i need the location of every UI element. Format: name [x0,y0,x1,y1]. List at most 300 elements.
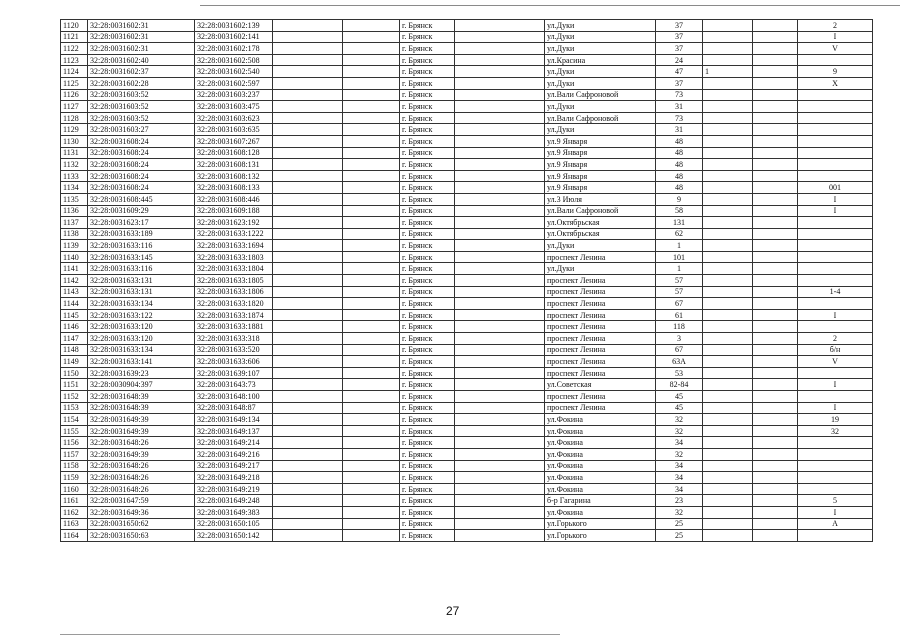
cell-empty [343,240,400,252]
cell-premise: I [798,31,873,43]
cell-empty [273,286,343,298]
cell-house: 73 [656,112,703,124]
cell-extra-2 [753,506,798,518]
cell-extra-2 [753,425,798,437]
cell-empty [273,518,343,530]
cell-empty [455,356,545,368]
cell-empty [343,43,400,55]
cell-empty [343,31,400,43]
cell-cadastral-parcel: 32:28:0031633:116 [88,240,195,252]
cell-house: 47 [656,66,703,78]
cell-street: ул.Вали Сафроновой [545,89,656,101]
cell-city: г. Брянск [400,66,455,78]
cell-city: г. Брянск [400,54,455,66]
cell-city: г. Брянск [400,530,455,542]
cell-empty [343,448,400,460]
cell-extra-1 [703,506,753,518]
cell-empty [455,425,545,437]
cell-empty [343,251,400,263]
cell-extra-2 [753,101,798,113]
cell-extra-1 [703,170,753,182]
cell-extra-1 [703,448,753,460]
cell-empty [343,472,400,484]
table-row [61,518,873,530]
cell-row-number: 1156 [61,437,88,449]
cell-cadastral-parcel: 32:28:0031649:39 [88,414,195,426]
cell-extra-1 [703,391,753,403]
cell-street: ул.Фокина [545,425,656,437]
cell-empty [343,518,400,530]
cell-empty [273,228,343,240]
cell-empty [273,263,343,275]
cell-house: 67 [656,344,703,356]
cell-extra-2 [753,112,798,124]
cell-street: ул.9 Января [545,182,656,194]
register-table-container [60,19,872,542]
cell-empty [343,437,400,449]
table-row [61,124,873,136]
table-row [61,483,873,495]
cell-empty [343,124,400,136]
cell-empty [343,356,400,368]
cell-extra-2 [753,251,798,263]
cell-house: 62 [656,228,703,240]
cell-premise [798,89,873,101]
cell-empty [455,530,545,542]
cell-cadastral-parcel: 32:28:0031603:27 [88,124,195,136]
cell-house: 45 [656,402,703,414]
cell-row-number: 1161 [61,495,88,507]
cell-extra-2 [753,135,798,147]
cell-empty [343,193,400,205]
top-scan-line [200,5,900,6]
cell-empty [455,344,545,356]
table-row [61,251,873,263]
cell-empty [455,182,545,194]
cell-cadastral-object: 32:28:0031633:520 [195,344,273,356]
cell-house: 32 [656,425,703,437]
cell-empty [273,472,343,484]
cell-city: г. Брянск [400,135,455,147]
cell-street: проспект Ленина [545,321,656,333]
cell-cadastral-object: 32:28:0031633:1874 [195,309,273,321]
cell-city: г. Брянск [400,170,455,182]
cell-cadastral-object: 32:28:0031643:73 [195,379,273,391]
cell-street: проспект Ленина [545,333,656,345]
cell-extra-1 [703,402,753,414]
cell-extra-1 [703,460,753,472]
cell-extra-1 [703,530,753,542]
cell-city: г. Брянск [400,77,455,89]
cell-row-number: 1121 [61,31,88,43]
cell-premise [798,135,873,147]
cell-city: г. Брянск [400,472,455,484]
cell-extra-1 [703,89,753,101]
cell-cadastral-object: 32:28:0031649:214 [195,437,273,449]
cell-row-number: 1135 [61,193,88,205]
cell-street: ул.Дуки [545,77,656,89]
cell-empty [455,101,545,113]
cell-premise: А [798,518,873,530]
cell-cadastral-object: 32:28:0031602:178 [195,43,273,55]
cell-empty [343,89,400,101]
cell-city: г. Брянск [400,333,455,345]
cell-cadastral-parcel: 32:28:0031633:131 [88,275,195,287]
cell-empty [273,448,343,460]
cell-empty [455,275,545,287]
cell-premise [798,321,873,333]
cell-street: проспект Ленина [545,251,656,263]
cell-empty [343,77,400,89]
cell-extra-2 [753,217,798,229]
cell-premise [798,530,873,542]
cell-empty [343,530,400,542]
cell-extra-1 [703,159,753,171]
table-row [61,193,873,205]
cell-empty [343,506,400,518]
cell-empty [343,54,400,66]
cell-city: г. Брянск [400,460,455,472]
cell-street: ул.9 Января [545,147,656,159]
bottom-scan-line [60,634,560,635]
table-row [61,460,873,472]
cell-street: проспект Ленина [545,402,656,414]
cell-extra-2 [753,518,798,530]
cell-cadastral-object: 32:28:0031602:540 [195,66,273,78]
cell-house: 82-84 [656,379,703,391]
cell-cadastral-parcel: 32:28:0031649:36 [88,506,195,518]
cell-extra-1 [703,275,753,287]
cell-street: ул.Дуки [545,43,656,55]
table-row [61,228,873,240]
cell-empty [343,333,400,345]
cell-row-number: 1144 [61,298,88,310]
cell-empty [273,344,343,356]
cell-city: г. Брянск [400,263,455,275]
cell-cadastral-object: 32:28:0031633:1803 [195,251,273,263]
cell-empty [343,101,400,113]
cell-premise [798,298,873,310]
cell-city: г. Брянск [400,309,455,321]
cell-cadastral-object: 32:28:0031639:107 [195,367,273,379]
cell-city: г. Брянск [400,321,455,333]
cell-extra-1 [703,251,753,263]
cell-city: г. Брянск [400,275,455,287]
cell-house: 23 [656,495,703,507]
cell-house: 25 [656,518,703,530]
cell-empty [455,518,545,530]
cell-extra-1 [703,101,753,113]
cell-street: б-р Гагарина [545,495,656,507]
cell-cadastral-object: 32:28:0031633:606 [195,356,273,368]
cell-cadastral-parcel: 32:28:0031648:26 [88,472,195,484]
cell-empty [343,205,400,217]
cell-premise: 2 [798,333,873,345]
cell-street: проспект Ленина [545,309,656,321]
cell-cadastral-object: 32:28:0031602:597 [195,77,273,89]
cell-cadastral-object: 32:28:0031649:383 [195,506,273,518]
cell-empty [343,321,400,333]
cell-empty [455,483,545,495]
cell-house: 31 [656,101,703,113]
cell-empty [455,205,545,217]
cell-extra-1 [703,205,753,217]
table-row [61,31,873,43]
cell-empty [343,182,400,194]
cell-house: 34 [656,460,703,472]
cell-house: 67 [656,298,703,310]
table-row [61,333,873,345]
cell-extra-2 [753,20,798,32]
cell-premise [798,460,873,472]
cell-cadastral-object: 32:28:0031608:132 [195,170,273,182]
cell-premise: 19 [798,414,873,426]
cell-city: г. Брянск [400,448,455,460]
cell-premise [798,217,873,229]
cell-cadastral-parcel: 32:28:0031602:31 [88,43,195,55]
cell-empty [343,344,400,356]
cell-empty [455,43,545,55]
table-row [61,495,873,507]
cell-street: проспект Ленина [545,298,656,310]
cell-cadastral-object: 32:28:0031633:318 [195,333,273,345]
cell-empty [455,402,545,414]
cell-empty [455,217,545,229]
cell-city: г. Брянск [400,379,455,391]
cell-row-number: 1122 [61,43,88,55]
cell-empty [273,20,343,32]
cell-city: г. Брянск [400,298,455,310]
table-row [61,54,873,66]
cell-empty [343,414,400,426]
cell-extra-1 [703,344,753,356]
cell-cadastral-parcel: 32:28:0031608:445 [88,193,195,205]
cell-row-number: 1148 [61,344,88,356]
cell-cadastral-parcel: 32:28:0031639:23 [88,367,195,379]
cell-extra-2 [753,344,798,356]
table-row [61,321,873,333]
cell-extra-1 [703,425,753,437]
cell-premise [798,170,873,182]
cell-cadastral-object: 32:28:0031602:508 [195,54,273,66]
cell-cadastral-object: 32:28:0031649:248 [195,495,273,507]
cell-cadastral-parcel: 32:28:0031633:120 [88,321,195,333]
cell-extra-1 [703,135,753,147]
cell-premise: I [798,193,873,205]
cell-house: 3 [656,333,703,345]
cell-extra-1 [703,298,753,310]
cell-extra-1 [703,309,753,321]
cell-empty [273,495,343,507]
cell-extra-2 [753,240,798,252]
cell-empty [273,101,343,113]
table-row [61,182,873,194]
cell-extra-1 [703,31,753,43]
cell-cadastral-parcel: 32:28:0031633:116 [88,263,195,275]
cell-cadastral-object: 32:28:0031623:192 [195,217,273,229]
cell-empty [343,495,400,507]
cell-row-number: 1125 [61,77,88,89]
cell-extra-2 [753,66,798,78]
cell-empty [273,77,343,89]
page-number: 27 [446,604,460,618]
table-row [61,240,873,252]
cell-house: 32 [656,506,703,518]
cell-cadastral-parcel: 32:28:0031608:24 [88,159,195,171]
cell-street: ул.Фокина [545,448,656,460]
cell-row-number: 1163 [61,518,88,530]
cell-extra-2 [753,193,798,205]
cell-empty [343,135,400,147]
cell-empty [455,472,545,484]
cell-empty [455,147,545,159]
cell-row-number: 1160 [61,483,88,495]
cell-city: г. Брянск [400,43,455,55]
cell-house: 48 [656,170,703,182]
cell-extra-1 [703,495,753,507]
table-row [61,367,873,379]
cell-house: 25 [656,530,703,542]
cell-empty [455,135,545,147]
cell-empty [273,530,343,542]
cell-extra-2 [753,402,798,414]
cell-empty [455,54,545,66]
table-row [61,379,873,391]
cell-cadastral-object: 32:28:0031608:133 [195,182,273,194]
table-row [61,425,873,437]
cell-empty [455,321,545,333]
cell-row-number: 1146 [61,321,88,333]
cell-extra-1 [703,77,753,89]
table-row [61,263,873,275]
cell-extra-1 [703,147,753,159]
cell-premise: X [798,77,873,89]
cell-house: 32 [656,448,703,460]
cell-house: 63А [656,356,703,368]
cell-city: г. Брянск [400,217,455,229]
cell-empty [455,333,545,345]
table-row [61,448,873,460]
cell-empty [273,298,343,310]
cell-city: г. Брянск [400,402,455,414]
table-row [61,20,873,32]
cell-extra-1 [703,20,753,32]
table-row [61,217,873,229]
cell-row-number: 1136 [61,205,88,217]
cell-empty [455,495,545,507]
cell-premise [798,147,873,159]
cell-empty [273,112,343,124]
cell-street: ул.9 Января [545,135,656,147]
cell-empty [455,391,545,403]
cell-extra-2 [753,321,798,333]
cell-city: г. Брянск [400,112,455,124]
cell-empty [273,240,343,252]
cell-street: ул.Фокина [545,437,656,449]
table-row [61,159,873,171]
cell-premise: 5 [798,495,873,507]
cell-empty [455,228,545,240]
cell-row-number: 1137 [61,217,88,229]
cell-cadastral-object: 32:28:0031648:87 [195,402,273,414]
cell-empty [273,43,343,55]
cell-cadastral-object: 32:28:0031608:446 [195,193,273,205]
cell-extra-2 [753,170,798,182]
cell-row-number: 1133 [61,170,88,182]
cell-cadastral-parcel: 32:28:0031602:28 [88,77,195,89]
cell-empty [455,251,545,263]
cell-city: г. Брянск [400,391,455,403]
cell-street: ул.Горького [545,530,656,542]
cell-empty [343,460,400,472]
cell-extra-2 [753,89,798,101]
cell-house: 37 [656,20,703,32]
cell-house: 48 [656,147,703,159]
cell-city: г. Брянск [400,437,455,449]
cell-extra-2 [753,43,798,55]
cell-cadastral-parcel: 32:28:0031603:52 [88,89,195,101]
cell-extra-1 [703,414,753,426]
cell-cadastral-parcel: 32:28:0031648:39 [88,391,195,403]
cell-city: г. Брянск [400,182,455,194]
cell-row-number: 1149 [61,356,88,368]
cell-row-number: 1139 [61,240,88,252]
cell-house: 57 [656,275,703,287]
cell-extra-1: 1 [703,66,753,78]
cell-cadastral-parcel: 32:28:0031609:29 [88,205,195,217]
cell-empty [273,425,343,437]
cell-premise: 9 [798,66,873,78]
cell-empty [455,414,545,426]
table-row [61,356,873,368]
cell-cadastral-object: 32:28:0031648:100 [195,391,273,403]
cell-premise: б/н [798,344,873,356]
table-row [61,170,873,182]
cell-city: г. Брянск [400,228,455,240]
cell-row-number: 1120 [61,20,88,32]
cell-empty [343,228,400,240]
cell-cadastral-object: 32:28:0031609:188 [195,205,273,217]
cell-row-number: 1164 [61,530,88,542]
cell-extra-2 [753,309,798,321]
cell-empty [343,170,400,182]
cell-street: проспект Ленина [545,367,656,379]
cell-extra-2 [753,228,798,240]
cell-house: 37 [656,43,703,55]
cell-street: ул.Фокина [545,506,656,518]
cell-cadastral-object: 32:28:0031607:267 [195,135,273,147]
cell-empty [455,20,545,32]
cell-empty [343,391,400,403]
cell-house: 101 [656,251,703,263]
cell-cadastral-parcel: 32:28:0031633:141 [88,356,195,368]
cell-cadastral-parcel: 32:28:0031633:145 [88,251,195,263]
cell-cadastral-parcel: 32:28:0031649:39 [88,425,195,437]
cell-empty [343,309,400,321]
cell-city: г. Брянск [400,205,455,217]
cell-empty [343,286,400,298]
cell-extra-2 [753,437,798,449]
cell-street: ул.Дуки [545,263,656,275]
cell-city: г. Брянск [400,506,455,518]
cell-premise [798,228,873,240]
cell-empty [455,77,545,89]
cell-cadastral-object: 32:28:0031602:139 [195,20,273,32]
cell-premise: 1-4 [798,286,873,298]
cell-premise: 32 [798,425,873,437]
cell-extra-1 [703,333,753,345]
cell-city: г. Брянск [400,240,455,252]
